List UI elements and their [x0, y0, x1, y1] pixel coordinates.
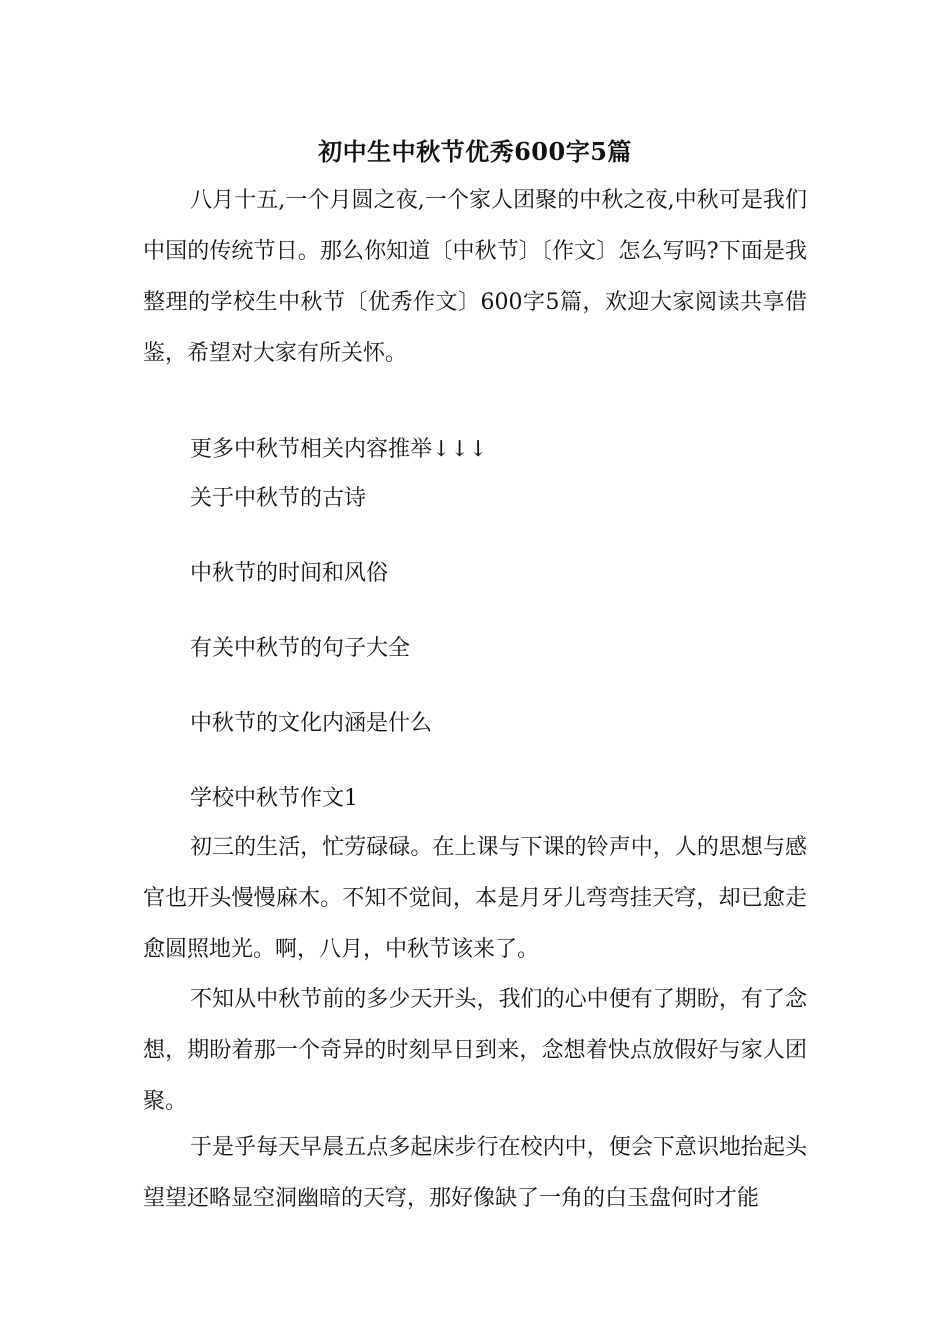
essay-paragraph-3: 于是乎每天早晨五点多起床步行在校内中，便会下意识地抬起头望望还略显空洞幽暗的天穹，那好像缺了一角的白玉盘何时才能: [143, 1135, 807, 1211]
essay-paragraph-2: 不知从中秋节前的多少天开头，我们的心中便有了期盼，有了念想，期盼着那一个奇异的时刻早日到来，念想着快点放假好与家人团聚。: [143, 987, 807, 1114]
essay-paragraph-1: 初三的生活，忙劳碌碌。在上课与下课的铃声中，人的思想与感官也开头慢慢麻木。不知不觉间，本是月牙儿弯弯挂天穹，却已愈走愈圆照地光。啊，八月，中秋节该来了。: [143, 835, 807, 962]
document-title: 初中生中秋节优秀600字5篇: [318, 137, 632, 166]
link-time-and-customs[interactable]: 中秋节的时间和风俗: [190, 561, 389, 586]
essay-heading: 学校中秋节作文1: [190, 786, 358, 811]
link-cultural-meaning[interactable]: 中秋节的文化内涵是什么: [190, 711, 433, 736]
intro-paragraph: 八月十五,一个月圆之夜,一个家人团聚的中秋之夜,中秋可是我们中国的传统节日。那么你知道〔中秋节〕〔作文〕怎么写吗?下面是我整理的学校生中秋节〔优秀作文〕600字5篇，欢迎大家阅读共享借鉴，希望对大家有所关怀。: [143, 188, 807, 366]
link-sentences[interactable]: 有关中秋节的句子大全: [190, 636, 411, 661]
link-ancient-poems[interactable]: 关于中秋节的古诗: [190, 486, 367, 511]
more-content-heading: 更多中秋节相关内容推举↓↓↓: [190, 437, 488, 462]
